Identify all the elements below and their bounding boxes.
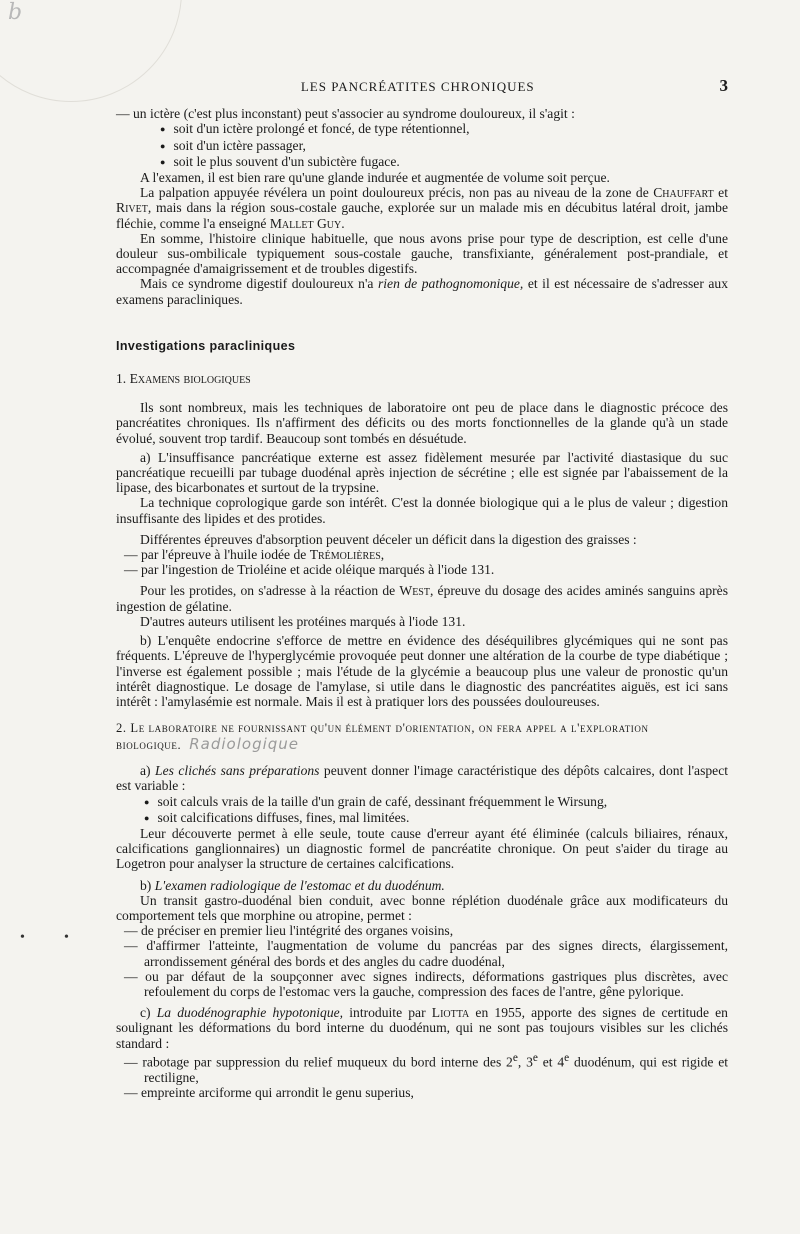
page-body: [116, 78, 728, 1100]
dash-item: — d'affirmer l'atteinte, l'augmentation de volume du pancréas par des signes directs, élargissement, arrondissement général des bords et des angles du cadre duodénal,: [124, 938, 728, 969]
radio-bullet: ● soit calcifications diffuses, fines, mal limitées.: [116, 810, 728, 826]
author-name: Chauffart: [653, 185, 714, 201]
handwritten-annotation: Radiologique: [189, 734, 300, 753]
paragraph-transit: Un transit gastro-duodénal bien conduit, avec bonne réplétion duodénale grâce aux modificateurs du comportement tels que morphine ou atropine, permet :: [116, 892, 728, 923]
intro-line: — un ictère (c'est plus inconstant) peut s'associer au syndrome douloureux, il s'agit :: [116, 106, 575, 122]
paragraph-autres: D'autres auteurs utilisent les protéines marqués à l'iode 131.: [140, 613, 466, 629]
margin-dot-left: •: [20, 930, 25, 945]
dash-item: — ou par défaut de la soupçonner avec signes indirects, déformations gastriques plus discrètes, avec refoulement du corps de l'estomac vers la gauche, compression des faces de l'antre, gêne pylorique.: [124, 968, 728, 999]
author-name: Mallet Guy: [269, 215, 342, 231]
section-heading: Investigations paracliniques: [116, 338, 296, 353]
dash-item: — de préciser en premier lieu l'intégrité des organes voisins,: [124, 923, 454, 939]
dash-item: — par l'ingestion de Trioléine et acide oléique marqués à l'iode 131.: [124, 562, 495, 578]
header-title: LES PANCRÉATITES CHRONIQUES: [300, 79, 535, 94]
author-name: Liotta: [431, 1005, 470, 1021]
paragraph-examen: A l'examen, il est bien rare qu'une glande indurée et augmentée de volume soit perçue.: [140, 170, 610, 186]
margin-dot-right: •: [64, 930, 69, 945]
paragraph-radio-b: b) L'examen radiologique de l'estomac et du duodénum.: [140, 877, 445, 893]
intro-bullet: ● soit le plus souvent d'un subictère fugace.: [116, 154, 728, 170]
handwritten-corner-mark: b: [8, 0, 23, 25]
dash-item: — par l'épreuve à l'huile iodée de Trémolières,: [124, 547, 385, 563]
paragraph-mais: Mais ce syndrome digestif douloureux n'a rien de pathognomonique, et il est nécessaire de s'adresser aux examens paracliniques.: [116, 276, 728, 307]
author-name: Trémolières: [309, 547, 381, 563]
dash-item: — empreinte arciforme qui arrondit le genu superius,: [124, 1084, 414, 1100]
paragraph-bio-b: b) L'enquête endocrine s'efforce de mettre en évidence des déséquilibres glycémiques qui ne sont pas fréquents. L'épreuve de l'hyperglycémie provoquée peut donner une altération de la courbe de type diabétique ; l'inverse est également possible ; mais l'étude de la glycémie a beaucoup plus une valeur de pronostic qu'un intérêt diagnostique. Le dosage de l'amylase, si utile dans le diagnostic des pancréatites aiguës, est ici sans intérêt : l'amylasémie est normale. Mais il est à pratiquer lors des poussées douloureuses.: [116, 633, 728, 709]
paragraph-bio-a: a) L'insuffisance pancréatique externe est assez fidèlement mesurée par l'activité diastasique du suc pancréatique recueilli par tubage duodénal après injection de sécrétine ; elle est signée par l'abaissement de la lipase, des bicarbonates et surtout de la trypsine.: [116, 449, 728, 496]
paragraph-bio-1: Ils sont nombreux, mais les techniques de laboratoire ont peu de place dans le diagnostic précoce des pancréatites chroniques. Ils n'affirment des déficits ou des morts fonctionnelles de la glande qu'à un stade évolué, souvent trop tardif. Beaucoup sont tombés en désuétude.: [116, 400, 728, 446]
intro-bullet: ● soit d'un ictère passager,: [116, 138, 728, 154]
paragraph-en-somme: En somme, l'histoire clinique habituelle, que nous avons prise pour type de description, est celle d'une douleur sus-ombilicale typiquement sous-costale gauche, transfixiante, généralement post-prandiale, et accompagnée d'amaigrissement et de troubles digestifs.: [116, 230, 728, 277]
paragraph-radio-a: a) Les clichés sans préparations peuvent donner l'image caractéristique des dépôts calcaires, dont l'aspect est variable :: [116, 763, 729, 794]
author-name: Rivet: [116, 200, 148, 216]
dash-item: — rabotage par suppression du relief muqueux du bord interne des 2e, 3e et 4e duodénum, qui est rigide et rectiligne,: [124, 1051, 729, 1085]
radio-bullet: ● soit calculs vrais de la taille d'un grain de café, dessinant fréquemment le Wirsung,: [116, 794, 728, 810]
running-header: [116, 78, 728, 94]
subsection-heading-1: 1. Examens biologiques: [116, 371, 251, 387]
page-number: 3: [719, 76, 728, 95]
subsection-heading-2: 2. Le laboratoire ne fournissant qu'un élément d'orientation, on fera appel a l'exploration biologique. Radiologique: [116, 721, 649, 753]
paragraph-absorption: Différentes épreuves d'absorption peuvent déceler un déficit dans la digestion des graisses :: [140, 531, 637, 547]
paragraph-palpation: La palpation appuyée révélera un point douloureux précis, non pas au niveau de la zone de Chauffart et Rivet, mais dans la région sous-costale gauche, explorée sur un malade mis en décubitus latéral droit, jambe fléchie, comme l'a enseigné Mallet Guy.: [116, 185, 728, 231]
intro-bullet: ● soit d'un ictère prolongé et foncé, de type rétentionnel,: [116, 121, 728, 137]
paragraph-protides: Pour les protides, on s'adresse à la réaction de West, épreuve du dosage des acides aminés sanguins après ingestion de gélatine.: [116, 583, 728, 614]
author-name: West: [399, 583, 430, 599]
paragraph-radio-c: c) La duodénographie hypotonique, introduite par Liotta en 1955, apporte des signes de certitude en soulignant les déformations du bord interne du duodénum, qui ne sont pas toujours visibles sur les clichés standard :: [116, 1005, 728, 1051]
paragraph-decouverte: Leur découverte permet à elle seule, toute cause d'erreur ayant été éliminée (calculs biliaires, rénaux, calcifications ganglionnaires) un diagnostic formel de pancréatite chronique. On peut s'aider du tirage au Logetron pour analyser la structure de certaines calcifications.: [116, 825, 728, 872]
paragraph-coprologique: La technique coprologique garde son intérêt. C'est la donnée biologique qui a le plus de valeur ; digestion insuffisante des lipides et des protides.: [116, 495, 728, 526]
